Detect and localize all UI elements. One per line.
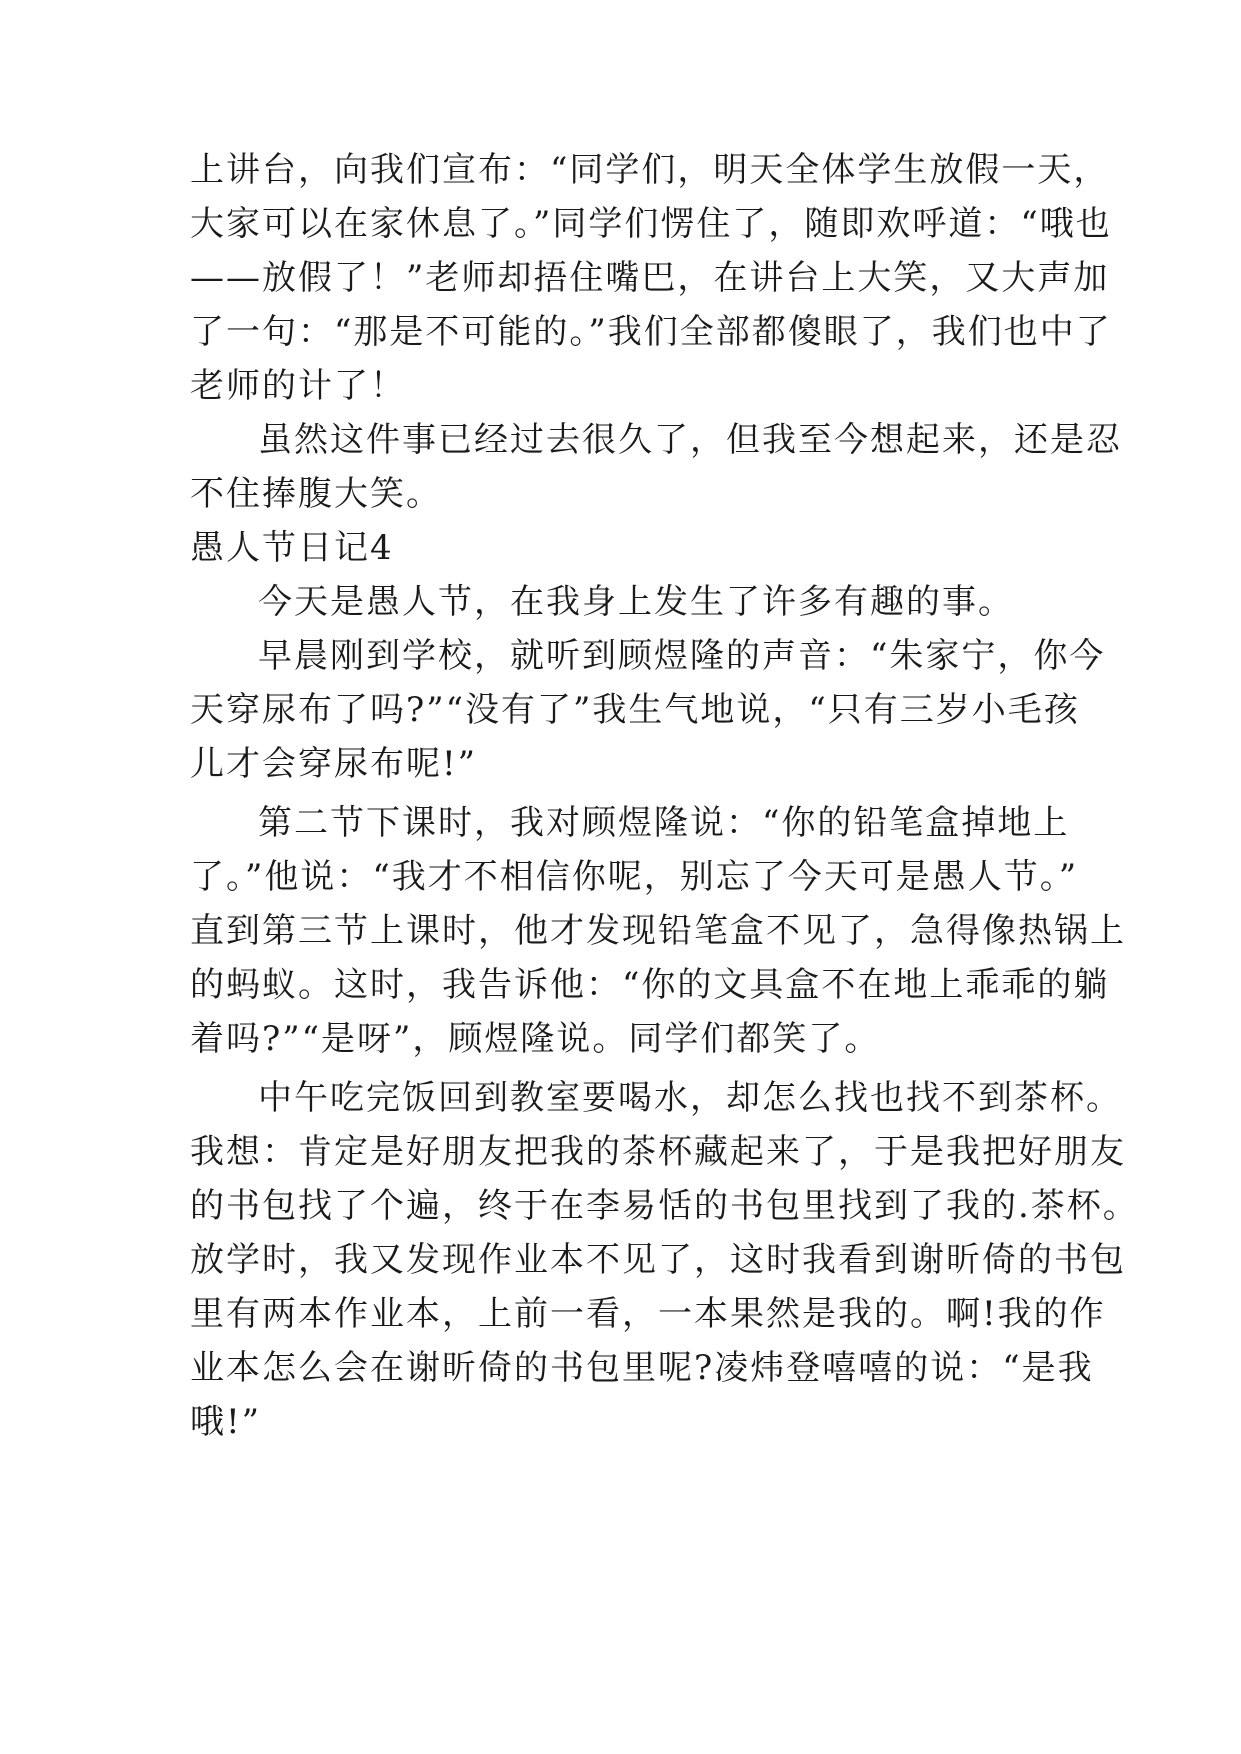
paragraph-line: 儿才会穿尿布呢!” (190, 744, 478, 784)
paragraph-line: ——放假了！”老师却捂住嘴巴，在讲台上大笑，又大声加 (190, 258, 1110, 298)
paragraph-line: 早晨刚到学校，就听到顾煜隆的声音：“朱家宁，你今 (258, 636, 1106, 676)
paragraph-line: 的蚂蚁。这时，我告诉他：“你的文具盒不在地上乖乖的躺 (190, 965, 1110, 1005)
section-heading: 愚人节日记4 (190, 528, 394, 568)
paragraph-line: 着吗?”“是呀”，顾煜隆说。同学们都笑了。 (190, 1019, 881, 1059)
paragraph-line: 直到第三节上课时，他才发现铅笔盒不见了，急得像热锅上 (190, 911, 1126, 951)
paragraph-line: 了一句：“那是不可能的。”我们全部都傻眼了，我们也中了 (190, 312, 1112, 352)
paragraph-line: 里有两本作业本，上前一看，一本果然是我的。啊!我的作 (190, 1294, 1106, 1334)
paragraph-line: 虽然这件事已经过去很久了，但我至今想起来，还是忍 (258, 420, 1122, 460)
paragraph-line: 不住捧腹大笑。 (190, 474, 442, 514)
paragraph-line: 上讲台，向我们宣布：“同学们，明天全体学生放假一天， (190, 150, 1110, 190)
paragraph-line: 我想：肯定是好朋友把我的茶杯藏起来了，于是我把好朋友 (190, 1132, 1126, 1172)
paragraph-line: 大家可以在家休息了。”同学们愣住了，随即欢呼道：“哦也 (190, 204, 1112, 244)
paragraph-line: 哦!” (190, 1402, 262, 1442)
paragraph-line: 天穿尿布了吗?”“没有了”我生气地说，“只有三岁小毛孩 (190, 690, 1080, 730)
paragraph-line: 业本怎么会在谢昕倚的书包里呢?凌炜登嘻嘻的说：“是我 (190, 1348, 1094, 1388)
paragraph-line: 放学时，我又发现作业本不见了，这时我看到谢昕倚的书包 (190, 1240, 1126, 1280)
paragraph-line: 了。”他说：“我才不相信你呢，别忘了今天可是愚人节。” (190, 857, 1079, 897)
paragraph-line: 老师的计了！ (190, 366, 406, 406)
paragraph-line: 中午吃完饭回到教室要喝水，却怎么找也找不到茶杯。 (258, 1078, 1122, 1118)
paragraph-line: 第二节下课时，我对顾煜隆说：“你的铅笔盒掉地上 (258, 803, 1070, 843)
paragraph-line: 今天是愚人节，在我身上发生了许多有趣的事。 (258, 582, 1014, 622)
paragraph-line: 的书包找了个遍，终于在李易恬的书包里找到了我的.茶杯。 (190, 1186, 1139, 1226)
